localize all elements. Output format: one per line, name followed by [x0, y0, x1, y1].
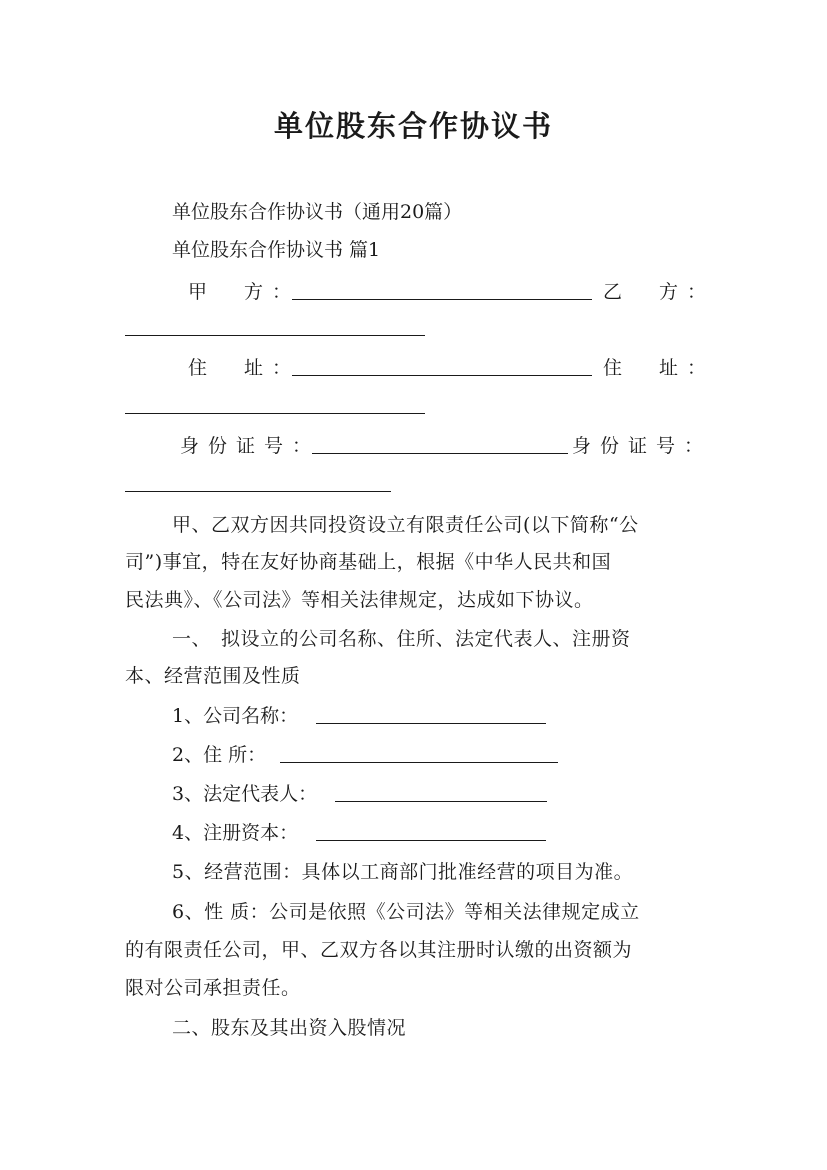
address-b-label: 住 址：	[603, 357, 716, 379]
address-a-label: 住 址：	[188, 357, 301, 379]
party-b-blank[interactable]	[125, 335, 425, 336]
subtitle: 单位股东合作协议书（通用20篇）	[172, 201, 463, 223]
address-a-blank[interactable]	[292, 375, 592, 376]
party-b-label: 乙 方：	[603, 281, 716, 303]
id-a-label: 身份证号：	[180, 435, 321, 457]
id-b-label: 身份证号：	[572, 435, 713, 457]
party-a-blank[interactable]	[292, 299, 592, 300]
capital-blank[interactable]	[316, 840, 546, 841]
section-heading: 单位股东合作协议书 篇1	[172, 239, 381, 261]
party-a-label: 甲 方：	[188, 281, 301, 303]
clause2-heading: 二、股东及其出资入股情况	[172, 1017, 407, 1039]
clause1-line-2: 本、经营范围及性质	[125, 665, 301, 687]
nature-line-2: 的有限责任公司，甲、乙双方各以其注册时认缴的出资额为	[125, 939, 633, 961]
document-title: 单位股东合作协议书	[273, 109, 553, 143]
address-b-blank[interactable]	[125, 413, 425, 414]
nature-line-1: 6、性 质：公司是依照《公司法》等相关法律规定成立	[172, 901, 640, 923]
id-b-blank[interactable]	[125, 491, 391, 492]
intro-line-1: 甲、乙双方因共同投资设立有限责任公司(以下简称“公	[172, 514, 639, 536]
address-blank[interactable]	[280, 762, 558, 763]
item-company-name: 1、公司名称：	[172, 705, 299, 727]
nature-line-3: 限对公司承担责任。	[125, 977, 301, 999]
item-capital: 4、注册资本：	[172, 822, 299, 844]
company-name-blank[interactable]	[316, 723, 546, 724]
intro-line-2: 司”)事宜，特在友好协商基础上，根据《中华人民共和国	[125, 551, 612, 573]
legal-rep-blank[interactable]	[335, 801, 547, 802]
item-scope: 5、经营范围：具体以工商部门批准经营的项目为准。	[172, 861, 634, 883]
id-a-blank[interactable]	[312, 453, 568, 454]
item-address: 2、住 所：	[172, 744, 267, 766]
clause1-line-1: 一、 拟设立的公司名称、住所、法定代表人、注册资	[172, 628, 631, 650]
item-legal-rep: 3、法定代表人：	[172, 783, 318, 805]
intro-line-3: 民法典》、《公司法》等相关法律规定，达成如下协议。	[125, 589, 594, 611]
